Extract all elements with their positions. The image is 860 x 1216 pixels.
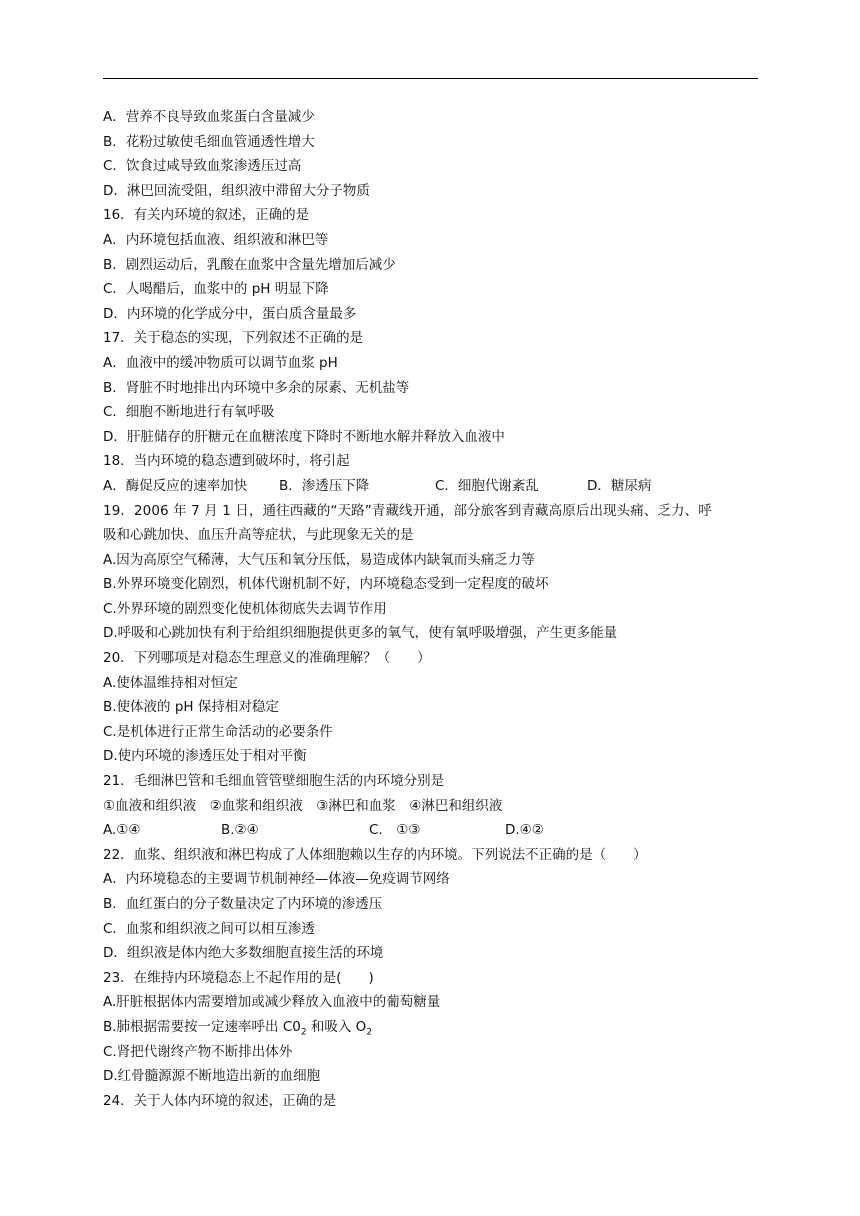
q23-option-b-pre: B.肺根据需要按一定速率呼出 C0 — [103, 1018, 301, 1035]
q18-option-d: D．糖尿病 — [587, 477, 652, 494]
q17-option-d: D．肝脏储存的肝糖元在血糖浓度下降时不断地水解并释放入血液中 — [103, 428, 505, 445]
header-rule — [103, 78, 758, 79]
q21-option-c: C. ①③ — [369, 822, 421, 839]
q18-option-c: C．细胞代谢紊乱 — [435, 477, 539, 494]
q21-options — [103, 818, 763, 843]
q23-option-c: C.肾把代谢终产物不断排出体外 — [103, 1043, 293, 1060]
q20-stem: 20．下列哪项是对稳态生理意义的准确理解？（ ） — [103, 650, 431, 667]
co2-subscript: 2 — [300, 1027, 307, 1038]
q22-stem: 22．血浆、组织液和淋巴构成了人体细胞赖以生存的内环境。下列说法不正确的是（ ） — [103, 846, 647, 863]
q15-option-a: A．营养不良导致血浆蛋白含量减少 — [103, 109, 315, 125]
q21-stem: 21．毛细淋巴管和毛细血管管壁细胞生活的内环境分别是 — [103, 773, 445, 790]
q16-option-b: B．剧烈运动后，乳酸在血浆中含量先增加后减少 — [103, 256, 396, 273]
q20-option-b: B.使体液的 pH 保持相对稳定 — [103, 699, 279, 716]
q19-option-b: B.外界环境变化剧烈，机体代谢机制不好，内环境稳态受到一定程度的破坏 — [103, 576, 549, 593]
o2-subscript: 2 — [366, 1027, 373, 1038]
q21-option-b: B.②④ — [221, 822, 259, 839]
q20-option-a: A.使体温维持相对恒定 — [103, 674, 238, 691]
q17-stem: 17．关于稳态的实现，下列叙述不正确的是 — [103, 330, 364, 347]
q23-option-a: A.肝脏根据体内需要增加或减少释放入血液中的葡萄糖量 — [103, 994, 441, 1011]
q18-option-b: B．渗透压下降 — [279, 477, 370, 494]
q17-option-a: A．血液中的缓冲物质可以调节血浆 pH — [103, 354, 338, 371]
q22-option-b: B．血红蛋白的分子数量决定了内环境的渗透压 — [103, 896, 383, 912]
q19-option-c: C.外界环境的剧烈变化使机体彻底失去调节作用 — [103, 600, 387, 617]
q20-option-d: D.使内环境的渗透压处于相对平衡 — [103, 748, 307, 765]
q18-option-a: A．酶促反应的速率加快 — [103, 477, 248, 494]
q21-choices: ①血液和组织液 ②血浆和组织液 ③淋巴和血浆 ④淋巴和组织液 — [103, 797, 503, 814]
q19-option-a: A.因为高原空气稀薄，大气压和氧分压低，易造成体内缺氧而头痛乏力等 — [103, 551, 535, 568]
q16-stem: 16．有关内环境的叙述，正确的是 — [103, 207, 310, 224]
q18-options — [103, 474, 763, 499]
q15-option-b: B．花粉过敏使毛细血管通透性增大 — [103, 133, 315, 150]
q22-option-d: D．组织液是体内绝大多数细胞直接生活的环境 — [103, 945, 384, 962]
q19-stem-line-2: 吸和心跳加快、血压升高等症状，与此现象无关的是 — [103, 527, 414, 544]
q21-option-d: D.④② — [505, 822, 544, 839]
question-content — [103, 105, 763, 1113]
q19-stem-line-1: 19．2006 年 7 月 1 日，通往西藏的“天路”青藏线开通，部分旅客到青藏高原后出现头痛、乏力、呼 — [103, 502, 712, 519]
q23-option-d: D.红骨髓源源不断地造出新的血细胞 — [103, 1068, 321, 1085]
q17-option-c: C．细胞不断地进行有氧呼吸 — [103, 404, 275, 421]
q21-option-a: A.①④ — [103, 822, 141, 839]
q15-option-d: D．淋巴回流受阻，组织液中滞留大分子物质 — [103, 182, 370, 199]
q23-option-b-mid: 和吸入 O — [306, 1018, 367, 1035]
q24-stem: 24．关于人体内环境的叙述，正确的是 — [103, 1092, 337, 1109]
q19-option-d: D.呼吸和心跳加快有利于给组织细胞提供更多的氧气，使有氧呼吸增强，产生更多能量 — [103, 625, 618, 642]
q18-stem: 18．当内环境的稳态遭到破坏时，将引起 — [103, 453, 350, 470]
q16-option-c: C．人喝醋后，血浆中的 pH 明显下降 — [103, 281, 329, 298]
q22-option-c: C．血浆和组织液之间可以相互渗透 — [103, 920, 315, 937]
q22-option-a: A．内环境稳态的主要调节机制神经—体液—免疫调节网络 — [103, 871, 450, 888]
q23-option-b — [103, 1015, 763, 1040]
q15-option-c: C．饮食过咸导致血浆渗透压过高 — [103, 158, 302, 175]
q23-stem: 23．在维持内环境稳态上不起作用的是( ) — [103, 969, 374, 986]
q16-option-d: D．内环境的化学成分中，蛋白质含量最多 — [103, 305, 357, 322]
q16-option-a: A．内环境包括血液、组织液和淋巴等 — [103, 231, 329, 248]
q20-option-c: C.是机体进行正常生命活动的必要条件 — [103, 723, 333, 740]
q17-option-b: B．肾脏不时地排出内环境中多余的尿素、无机盐等 — [103, 379, 410, 396]
